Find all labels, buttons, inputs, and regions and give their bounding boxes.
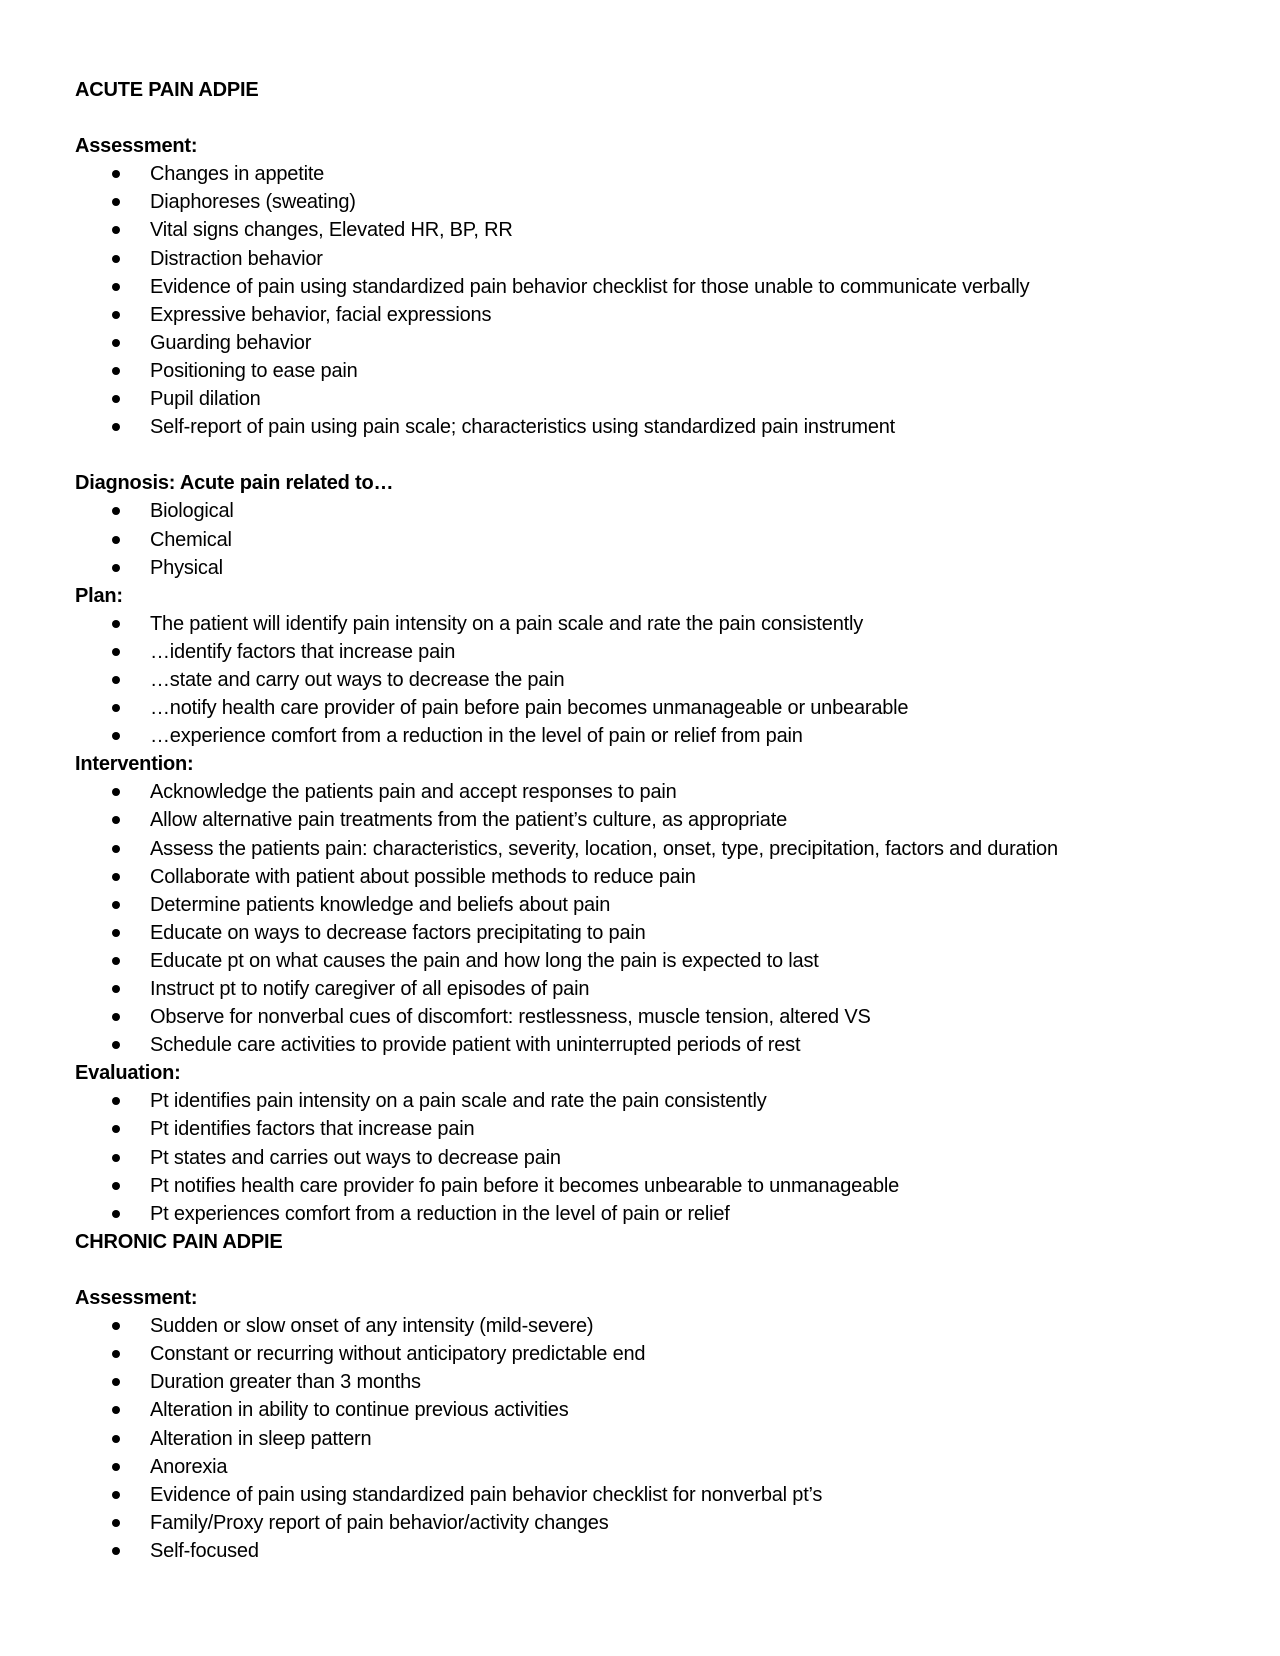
bullet-icon xyxy=(112,732,120,740)
list-item-text: Evidence of pain using standardized pain behavior checklist for nonverbal pt’s xyxy=(150,1483,823,1506)
bullet-icon xyxy=(112,1435,120,1443)
list-item-text: Positioning to ease pain xyxy=(150,359,358,382)
list-item-text: Biological xyxy=(150,500,234,523)
list-item-text: Chemical xyxy=(150,528,232,551)
list-item xyxy=(75,1144,1235,1172)
bullet-icon xyxy=(112,536,120,544)
list-item xyxy=(75,1003,1235,1031)
list-item-text: Acknowledge the patients pain and accept responses to pain xyxy=(150,781,677,804)
list-item xyxy=(75,188,1235,216)
list-item xyxy=(75,1453,1235,1481)
list-item-text: Sudden or slow onset of any intensity (mild-severe) xyxy=(150,1315,594,1338)
list-item xyxy=(75,975,1235,1003)
list-item-text: Vital signs changes, Elevated HR, BP, RR xyxy=(150,219,513,242)
list-item-text: Pt identifies pain intensity on a pain scale and rate the pain consistently xyxy=(150,1090,767,1113)
acute-diagnosis-list xyxy=(75,497,1235,581)
list-item-text: Diaphoreses (sweating) xyxy=(150,191,356,214)
list-item-text: Constant or recurring without anticipatory predictable end xyxy=(150,1343,646,1366)
bullet-icon xyxy=(112,1182,120,1190)
bullet-icon xyxy=(112,507,120,515)
list-item xyxy=(75,1172,1235,1200)
bullet-icon xyxy=(112,1097,120,1105)
list-item xyxy=(75,1115,1235,1143)
list-item-text: Pt states and carries out ways to decrease pain xyxy=(150,1146,561,1169)
bullet-icon xyxy=(112,1210,120,1218)
bullet-icon xyxy=(112,311,120,319)
list-item-text: Educate pt on what causes the pain and how long the pain is expected to last xyxy=(150,949,819,972)
bullet-icon xyxy=(112,1322,120,1330)
bullet-icon xyxy=(112,985,120,993)
list-item-text: Schedule care activities to provide patient with uninterrupted periods of rest xyxy=(150,1034,801,1057)
list-item xyxy=(75,1312,1235,1340)
bullet-icon xyxy=(112,1491,120,1499)
bullet-icon xyxy=(112,1378,120,1386)
list-item-text: …experience comfort from a reduction in the level of pain or relief from pain xyxy=(150,725,803,748)
bullet-icon xyxy=(112,1519,120,1527)
list-item xyxy=(75,357,1235,385)
bullet-icon xyxy=(112,226,120,234)
bullet-icon xyxy=(112,339,120,347)
list-item xyxy=(75,722,1235,750)
list-item-text: Self-report of pain using pain scale; characteristics using standardized pain instrument xyxy=(150,416,896,439)
list-item-text: Pupil dilation xyxy=(150,388,261,411)
list-item-text: Allow alternative pain treatments from the patient’s culture, as appropriate xyxy=(150,809,787,832)
acute-intervention-heading: Intervention: xyxy=(75,753,194,776)
list-item-text: Educate on ways to decrease factors precipitating to pain xyxy=(150,921,646,944)
bullet-icon xyxy=(112,1013,120,1021)
bullet-icon xyxy=(112,395,120,403)
bullet-icon xyxy=(112,676,120,684)
bullet-icon xyxy=(112,1350,120,1358)
bullet-icon xyxy=(112,816,120,824)
list-item xyxy=(75,1340,1235,1368)
list-item-text: Guarding behavior xyxy=(150,331,312,354)
acute-evaluation-heading: Evaluation: xyxy=(75,1062,181,1085)
list-item xyxy=(75,526,1235,554)
bullet-icon xyxy=(112,423,120,431)
acute-evaluation-list xyxy=(75,1087,1235,1227)
list-item xyxy=(75,385,1235,413)
list-item-text: Anorexia xyxy=(150,1455,228,1478)
list-item xyxy=(75,610,1235,638)
list-item xyxy=(75,1031,1235,1059)
list-item-text: Instruct pt to notify caregiver of all episodes of pain xyxy=(150,978,590,1000)
bullet-icon xyxy=(112,255,120,263)
list-item-text: …state and carry out ways to decrease the pain xyxy=(150,668,565,691)
bullet-icon xyxy=(112,901,120,909)
list-item xyxy=(75,1537,1235,1565)
acute-intervention-list xyxy=(75,778,1235,1059)
chronic-assessment-heading: Assessment: xyxy=(75,1287,198,1310)
bullet-icon xyxy=(112,1154,120,1162)
list-item-text: …notify health care provider of pain before pain becomes unmanageable or unbearable xyxy=(150,697,909,720)
list-item xyxy=(75,554,1235,582)
bullet-icon xyxy=(112,1041,120,1049)
acute-plan-list xyxy=(75,610,1235,750)
list-item xyxy=(75,919,1235,947)
bullet-icon xyxy=(112,845,120,853)
bullet-icon xyxy=(112,170,120,178)
bullet-icon xyxy=(112,873,120,881)
bullet-icon xyxy=(112,620,120,628)
list-item xyxy=(75,806,1235,834)
acute-pain-title: ACUTE PAIN ADPIE xyxy=(75,79,259,101)
list-item xyxy=(75,1200,1235,1228)
bullet-icon xyxy=(112,788,120,796)
list-item-text: Alteration in sleep pattern xyxy=(150,1427,372,1450)
list-item xyxy=(75,778,1235,806)
bullet-icon xyxy=(112,1125,120,1133)
list-item xyxy=(75,891,1235,919)
bullet-icon xyxy=(112,957,120,965)
spacer xyxy=(75,441,1235,469)
list-item xyxy=(75,666,1235,694)
list-item-text: Duration greater than 3 months xyxy=(150,1371,421,1394)
list-item xyxy=(75,947,1235,975)
list-item-text: …identify factors that increase pain xyxy=(150,640,456,663)
acute-assessment-heading: Assessment: xyxy=(75,135,198,158)
list-item xyxy=(75,863,1235,891)
acute-diagnosis-heading: Diagnosis: Acute pain related to… xyxy=(75,472,394,495)
list-item-text: Family/Proxy report of pain behavior/activity changes xyxy=(150,1511,609,1534)
list-item-text: Physical xyxy=(150,556,223,579)
bullet-icon xyxy=(112,648,120,656)
list-item-text: The patient will identify pain intensity on a pain scale and rate the pain consistently xyxy=(150,612,864,635)
document-page xyxy=(75,76,1235,1565)
acute-plan-heading: Plan: xyxy=(75,584,123,607)
spacer xyxy=(75,104,1235,132)
list-item xyxy=(75,694,1235,722)
bullet-icon xyxy=(112,564,120,572)
list-item xyxy=(75,329,1235,357)
list-item-text: Pt notifies health care provider fo pain before it becomes unbearable to unmanageable xyxy=(150,1174,900,1197)
bullet-icon xyxy=(112,1406,120,1414)
chronic-pain-title: CHRONIC PAIN ADPIE xyxy=(75,1230,283,1253)
list-item xyxy=(75,835,1235,863)
list-item xyxy=(75,1425,1235,1453)
list-item-text: Alteration in ability to continue previous activities xyxy=(150,1399,569,1422)
list-item-text: Self-focused xyxy=(150,1539,259,1562)
list-item xyxy=(75,1368,1235,1396)
list-item xyxy=(75,160,1235,188)
list-item-text: Pt experiences comfort from a reduction in the level of pain or relief xyxy=(150,1202,730,1225)
list-item-text: Assess the patients pain: characteristics, severity, location, onset, type, precipitation, factors and duration xyxy=(150,837,1058,860)
list-item-text: Collaborate with patient about possible methods to reduce pain xyxy=(150,865,696,888)
bullet-icon xyxy=(112,1547,120,1555)
list-item-text: Observe for nonverbal cues of discomfort: restlessness, muscle tension, altered VS xyxy=(150,1006,871,1029)
bullet-icon xyxy=(112,283,120,291)
list-item xyxy=(75,413,1235,441)
bullet-icon xyxy=(112,929,120,937)
bullet-icon xyxy=(112,367,120,375)
acute-assessment-list xyxy=(75,160,1235,441)
bullet-icon xyxy=(112,704,120,712)
list-item-text: Distraction behavior xyxy=(150,247,323,270)
list-item xyxy=(75,638,1235,666)
list-item-text: Changes in appetite xyxy=(150,163,325,186)
list-item xyxy=(75,301,1235,329)
list-item xyxy=(75,497,1235,525)
bullet-icon xyxy=(112,1463,120,1471)
list-item xyxy=(75,1396,1235,1424)
list-item-text: Pt identifies factors that increase pain xyxy=(150,1118,475,1141)
spacer xyxy=(75,1256,1235,1284)
list-item xyxy=(75,1481,1235,1509)
list-item-text: Evidence of pain using standardized pain behavior checklist for those unable to communicate verbally xyxy=(150,275,1030,298)
list-item xyxy=(75,1509,1235,1537)
bullet-icon xyxy=(112,198,120,206)
list-item xyxy=(75,216,1235,244)
chronic-assessment-list xyxy=(75,1312,1235,1565)
list-item-text: Expressive behavior, facial expressions xyxy=(150,303,492,326)
list-item xyxy=(75,1087,1235,1115)
list-item xyxy=(75,245,1235,273)
list-item-text: Determine patients knowledge and beliefs about pain xyxy=(150,893,611,916)
list-item xyxy=(75,273,1235,301)
